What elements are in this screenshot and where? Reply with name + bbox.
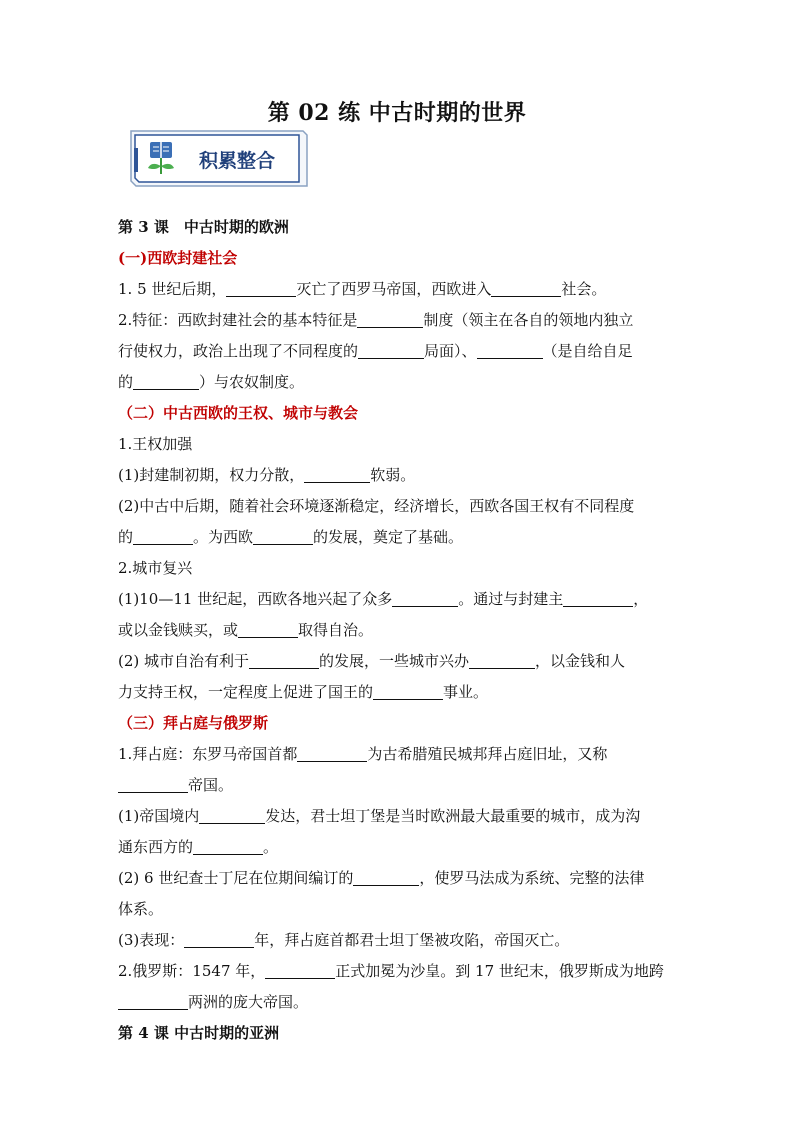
question-line: 帝国。 <box>118 770 676 801</box>
question-line: (2) 6 世纪查士丁尼在位期间编订的 ，使罗马法成为系统、完整的法律 <box>118 869 645 887</box>
answer-blank[interactable] <box>133 373 199 390</box>
answer-blank[interactable] <box>184 931 254 948</box>
question-line: 1. 5 世纪后期， 灭亡了西罗马帝国，西欧进入 社会。 <box>118 280 607 298</box>
answer-blank[interactable] <box>249 652 319 669</box>
question-line: 的 ）与农奴制度。 <box>118 373 305 391</box>
question-line: 1.拜占庭：东罗马帝国首都 为古希腊殖民城邦拜占庭旧址，又称 <box>118 745 608 763</box>
lesson-3-heading: 第 3 课 中古时期的欧洲 <box>118 218 289 236</box>
lesson-4-heading: 第 4 课 中古时期的亚洲 <box>118 1024 280 1042</box>
answer-blank[interactable] <box>392 590 458 607</box>
question-line: (1)帝国境内 发达，君士坦丁堡是当时欧洲最大最重要的城市，成为沟 <box>118 807 641 825</box>
answer-blank[interactable] <box>118 776 188 793</box>
question-line: 的 。为西欧 的发展，奠定了基础。 <box>118 528 464 546</box>
question-line: 1.王权加强 <box>118 435 193 453</box>
question-line: (2) 城市自治有利于 的发展，一些城市兴办 ，以金钱和人 <box>118 652 626 670</box>
worksheet-body <box>118 212 676 1049</box>
question-line: 体系。 <box>118 900 164 918</box>
answer-blank[interactable] <box>265 962 335 979</box>
answer-blank[interactable] <box>253 528 313 545</box>
question-line: 2.俄罗斯：1547 年， 正式加冕为沙皇。到 17 世纪末，俄罗斯成为地跨 <box>118 962 664 980</box>
answer-blank[interactable] <box>304 466 370 483</box>
answer-blank[interactable] <box>469 652 535 669</box>
answer-blank[interactable] <box>563 590 633 607</box>
question-line: 2.特征：西欧封建社会的基本特征是 制度（领主在各自的领地内独立 <box>118 311 634 329</box>
question-line: 力支持王权，一定程度上促进了国王的 事业。 <box>118 683 489 701</box>
question-line: 行使权力，政治上出现了不同程度的 局面）、 （是自给自足 <box>118 342 633 360</box>
answer-blank[interactable] <box>357 311 423 328</box>
answer-blank[interactable] <box>238 621 298 638</box>
section-1-heading: (一)西欧封建社会 <box>118 249 238 267</box>
question-line: (1)封建制初期，权力分散， 软弱。 <box>118 466 416 484</box>
question-line: 2.城市复兴 <box>118 559 193 577</box>
question-line: (2)中古中后期，随着社会环境逐渐稳定，经济增长，西欧各国王权有不同程度 <box>118 497 635 515</box>
answer-blank[interactable] <box>373 683 443 700</box>
question-line: 通东西方的 。 <box>118 838 279 856</box>
banner-label: 积累整合 <box>199 150 276 172</box>
answer-blank[interactable] <box>118 993 188 1010</box>
page-title: 第 02 练 中古时期的世界 <box>267 100 527 126</box>
question-line: 或以金钱赎买，或 取得自治。 <box>118 621 374 639</box>
section-banner <box>128 128 310 190</box>
answer-blank[interactable] <box>491 280 561 297</box>
answer-blank[interactable] <box>477 342 543 359</box>
answer-blank[interactable] <box>226 280 296 297</box>
question-line: (3)表现： 年，拜占庭首都君士坦丁堡被攻陷，帝国灭亡。 <box>118 931 570 949</box>
answer-blank[interactable] <box>358 342 424 359</box>
answer-blank[interactable] <box>199 807 265 824</box>
answer-blank[interactable] <box>297 745 367 762</box>
answer-blank[interactable] <box>193 838 263 855</box>
answer-blank[interactable] <box>133 528 193 545</box>
section-3-heading: （三）拜占庭与俄罗斯 <box>118 714 269 732</box>
question-line: (1)10—11 世纪起，西欧各地兴起了众多 。通过与封建主 ， <box>118 590 649 608</box>
question-line: 两洲的庞大帝国。 <box>118 987 676 1018</box>
answer-blank[interactable] <box>353 869 419 886</box>
section-2-heading: （二）中古西欧的王权、城市与教会 <box>118 404 359 422</box>
